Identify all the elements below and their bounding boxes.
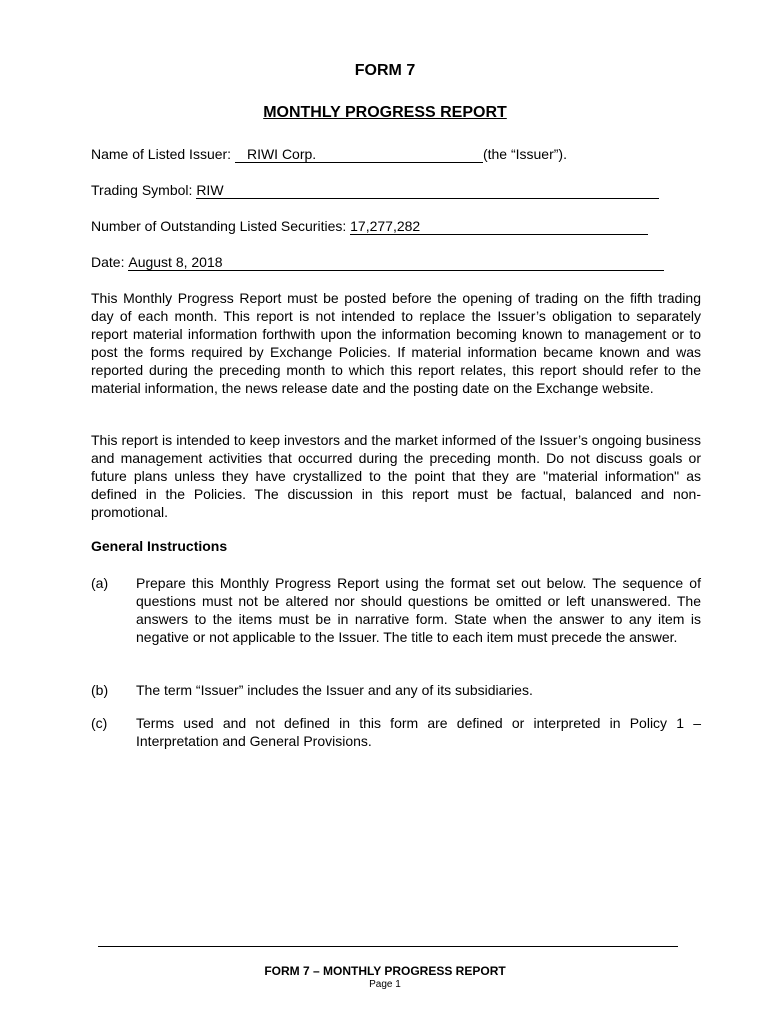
instruction-label: (a) <box>91 575 109 591</box>
report-title: MONTHLY PROGRESS REPORT <box>263 104 507 121</box>
outstanding-securities-label: Number of Outstanding Listed Securities: <box>91 218 347 234</box>
issuer-name-label: Name of Listed Issuer: <box>91 146 232 162</box>
date-label: Date: <box>91 254 125 270</box>
outstanding-securities-field <box>91 218 648 235</box>
instruction-label: (c) <box>91 715 108 731</box>
instruction-label: (b) <box>91 682 109 698</box>
footer-divider <box>98 946 678 947</box>
instruction-text: Terms used and not defined in this form are defined or interpreted in Policy 1 – Interpretation and General Provisions. <box>136 715 701 749</box>
form-title: FORM 7 <box>354 62 416 79</box>
intro-paragraph-1: This Monthly Progress Report must be posted before the opening of trading on the fifth trading day of each month. This report is not intended to replace the Issuer’s obligation to separately report material information forthwith upon the information becoming known to management or to post the forms required by Exchange Policies. If material information became known and was reported during the preceding month to which this report relates, this report should refer to the material information, the news release date and the posting date on the Exchange website. <box>91 290 701 396</box>
issuer-name-value: RIWI Corp. <box>235 147 483 163</box>
date-value: August 8, 2018 <box>128 255 664 271</box>
trading-symbol-field <box>91 182 659 199</box>
outstanding-securities-value: 17,277,282 <box>350 219 648 235</box>
instruction-text: Prepare this Monthly Progress Report using the format set out below. The sequence of questions must not be altered nor should questions be omitted or left unanswered. The answers to the items must be in narrative form. State when the answer to any item is negative or not applicable to the Issuer. The title to each item must precede the answer. <box>136 575 701 645</box>
issuer-suffix: (the “Issuer”). <box>482 146 567 162</box>
issuer-name-field <box>91 146 567 163</box>
instructions-heading: General Instructions <box>91 538 228 554</box>
trading-symbol-value: RIW <box>196 183 659 199</box>
intro-paragraph-2: This report is intended to keep investors and the market informed of the Issuer’s ongoing business and management activities that occurred during the preceding month. Do not discuss goals or future plans unless they have crystallized to the point that they are "material information" as defined in the Policies. The discussion in this report must be factual, balanced and non-promotional. <box>91 432 701 520</box>
date-field <box>91 254 664 271</box>
trading-symbol-label: Trading Symbol: <box>91 182 193 198</box>
page-number: Page 1 <box>369 979 401 990</box>
instruction-text: The term “Issuer” includes the Issuer and any of its subsidiaries. <box>136 682 533 698</box>
footer-title: FORM 7 – MONTHLY PROGRESS REPORT <box>264 964 506 978</box>
